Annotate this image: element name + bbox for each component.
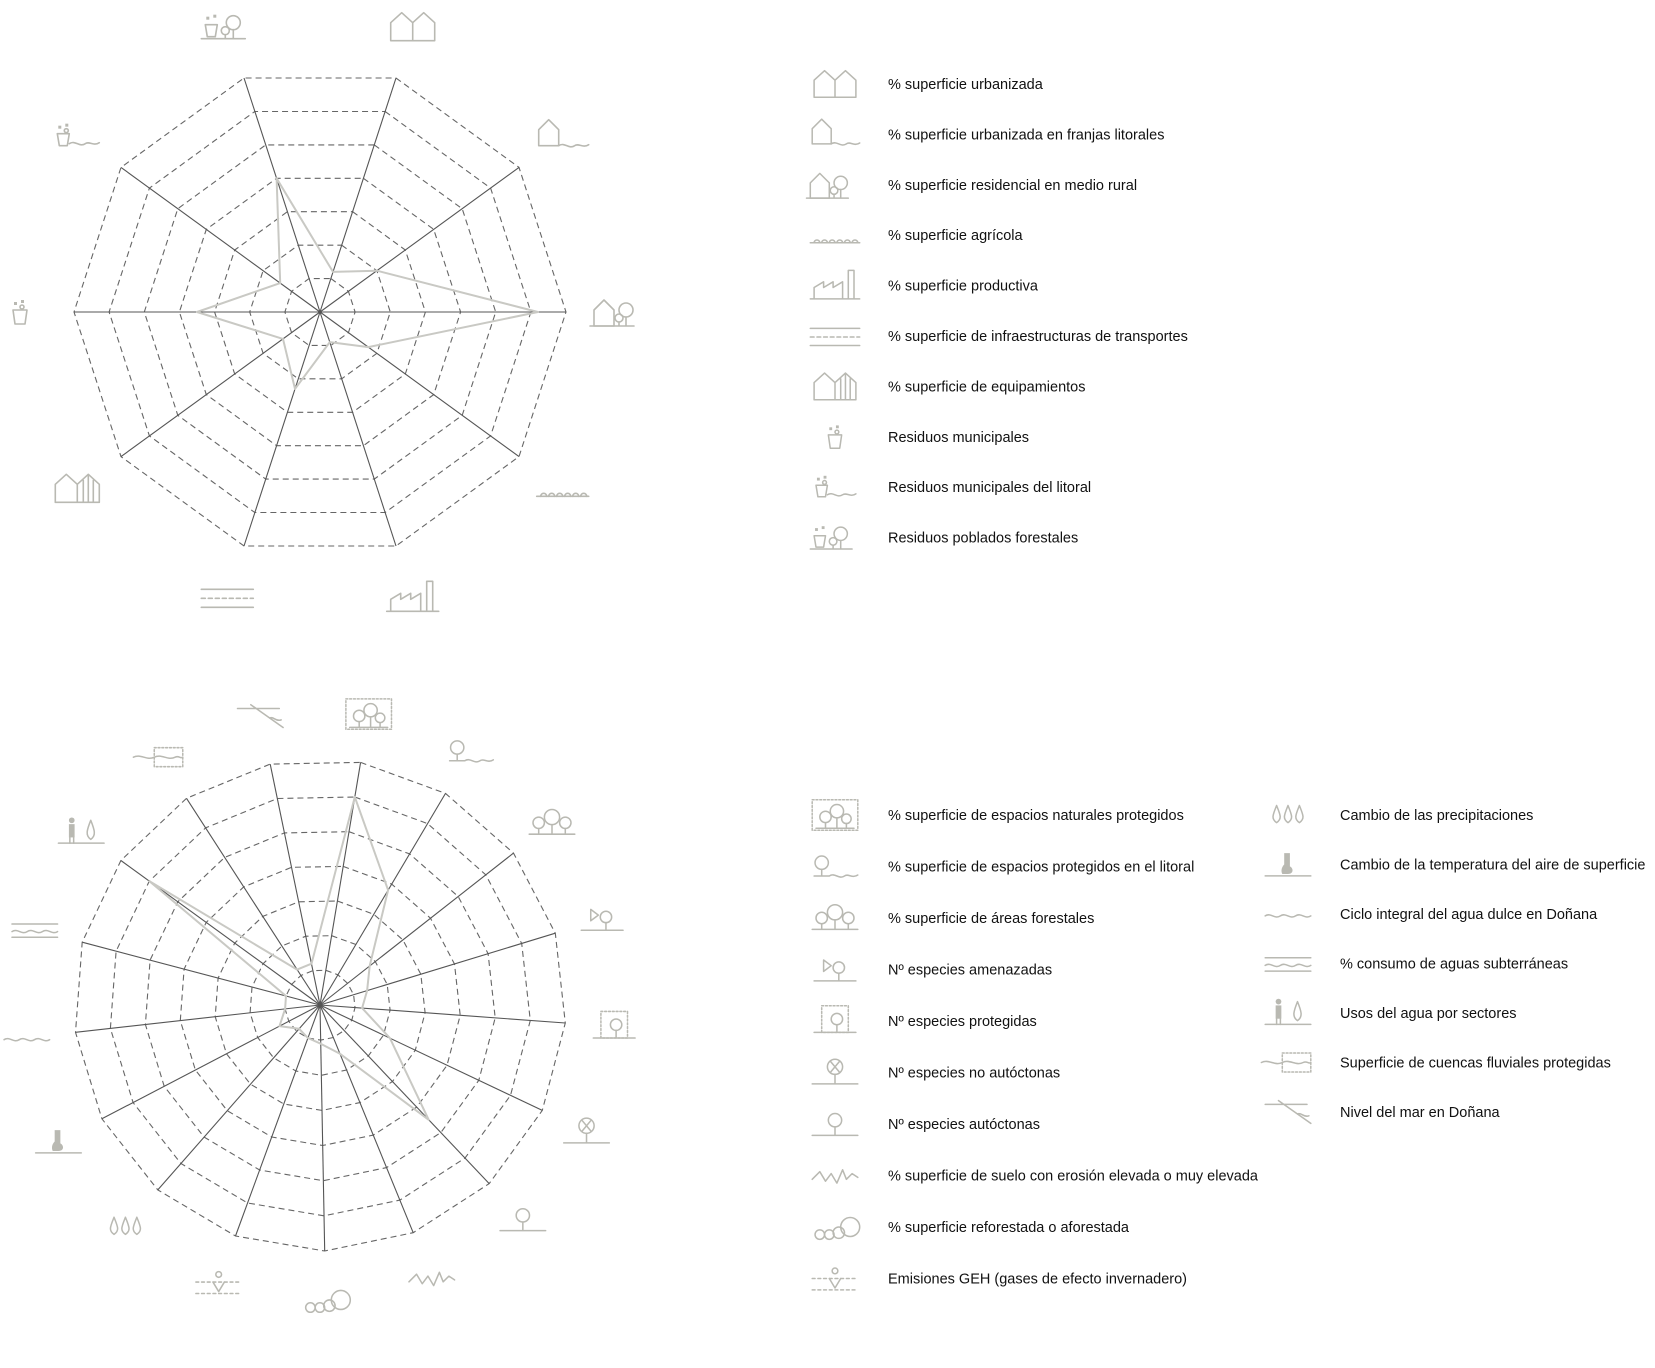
legend-item (812, 119, 1164, 145)
legend-label: % superficie urbanizada (888, 77, 1043, 93)
legend-label: % superficie agrícola (888, 228, 1023, 245)
protected-area-icon (812, 800, 858, 830)
legend-label: Cambio de las precipitaciones (1340, 808, 1534, 824)
radar-spoke-5 (320, 1005, 565, 1023)
native-species-icon (812, 1114, 858, 1136)
legend-item (814, 71, 1044, 98)
water-cycle-icon (1265, 915, 1311, 917)
legend-label: % superficie productiva (888, 278, 1038, 295)
crops-icon (537, 493, 589, 496)
radar-spoke-13 (76, 1005, 321, 1032)
temperature-icon (1265, 853, 1311, 876)
radar-spoke-6 (244, 312, 320, 546)
coastal-protected-icon (450, 741, 494, 762)
legend-item (1273, 806, 1533, 825)
factory-icon (810, 270, 859, 299)
legend-item (812, 800, 1184, 830)
houses-icon (391, 13, 435, 41)
legend-label: Residuos municipales (888, 429, 1030, 446)
waste-bin-icon (828, 425, 841, 448)
rain-drops-icon (110, 1217, 140, 1234)
legend-item (1265, 853, 1645, 876)
legend-label: Ciclo integral del agua dulce en Doñana (1340, 907, 1598, 923)
legend-label: % superficie de espacios naturales protegidos (888, 808, 1184, 824)
radar-spoke-6 (320, 1005, 542, 1110)
coastal-protected-icon (814, 856, 858, 877)
non-native-species-icon (564, 1118, 610, 1143)
emissions-icon (196, 1272, 242, 1294)
coastal-house-icon (539, 120, 589, 147)
reforestation-icon (815, 1218, 860, 1240)
legend-label: % superficie urbanizada en franjas litorales (888, 127, 1165, 144)
legend-label: Nº especies amenazadas (888, 962, 1053, 979)
legend-label: % consumo de aguas subterráneas (1340, 956, 1569, 973)
coastal-waste-icon (57, 124, 99, 146)
radar-spoke-1 (320, 78, 396, 312)
radar-spoke-10 (236, 1005, 321, 1236)
legend-label: Emisiones GEH (gases de efecto invernadero) (888, 1271, 1188, 1288)
legend-label: % superficie de equipamientos (888, 379, 1086, 396)
rural-house-icon (590, 300, 634, 326)
sea-level-icon (237, 705, 283, 728)
legend-label: % superficie residencial en medio rural (888, 177, 1138, 194)
rural-house-icon (807, 173, 849, 198)
legend-item (810, 270, 1039, 299)
reforestation-icon (306, 1290, 351, 1312)
legend-environment (812, 800, 1645, 1290)
legend-label: Residuos poblados forestales (888, 530, 1079, 547)
radar-chart-environment (4, 699, 635, 1312)
radar-spoke-5 (320, 312, 396, 546)
radar-spoke-7 (121, 312, 320, 457)
radar-series-1 (197, 178, 538, 389)
forest-waste-icon (201, 15, 245, 39)
legend-item (812, 905, 1094, 930)
legend-label: % superficie de espacios protegidos en el litoral (888, 859, 1195, 876)
legend-item (810, 526, 1078, 549)
legend-label: Nº especies protegidas (888, 1014, 1037, 1030)
emissions-icon (812, 1268, 858, 1290)
radar-spoke-11 (158, 1005, 320, 1190)
legend-item (1265, 999, 1516, 1025)
rain-drops-icon (1273, 806, 1303, 823)
facilities-icon (814, 373, 856, 400)
forest-icon (812, 905, 858, 930)
water-use-icon (58, 817, 104, 843)
legend-label: Usos del agua por sectores (1340, 1006, 1517, 1022)
coastal-house-icon (812, 119, 860, 145)
protected-area-icon (346, 699, 392, 729)
erosion-icon (812, 1170, 858, 1183)
legend-label: % superficie de suelo con erosión elevada o muy elevada (888, 1168, 1258, 1185)
legend-label: Residuos municipales del litoral (888, 480, 1092, 497)
river-basin-icon (1261, 1053, 1310, 1072)
protected-species-icon (593, 1011, 635, 1038)
legend-label: Nivel del mar en Doñana (1340, 1105, 1500, 1121)
radar-spoke-9 (320, 1005, 325, 1251)
radar-spokes (76, 762, 566, 1251)
radar-spoke-10 (244, 78, 320, 312)
waste-bin-icon (13, 300, 27, 324)
legend-item (815, 1218, 1130, 1240)
legend-item (807, 173, 1138, 198)
river-basin-icon (133, 748, 182, 767)
factory-icon (387, 581, 439, 611)
coastal-waste-icon (816, 476, 856, 497)
legend-item (814, 856, 1194, 877)
groundwater-icon (1265, 958, 1311, 971)
legend-label: Nº especies no autóctonas (888, 1065, 1061, 1082)
legend-label: Nº especies autóctonas (888, 1117, 1040, 1133)
legend-item (810, 228, 1023, 244)
houses-icon (814, 71, 856, 98)
legend-label: Superficie de cuencas fluviales protegidas (1340, 1055, 1611, 1072)
road-icon (810, 328, 859, 345)
radar-spoke-4 (320, 312, 519, 457)
legend-urban (807, 71, 1188, 549)
erosion-icon (409, 1272, 455, 1285)
radar-spokes (74, 78, 566, 546)
facilities-icon (55, 474, 99, 502)
radar-chart-urban (13, 13, 634, 612)
legend-item (812, 1268, 1187, 1290)
legend-item (812, 1059, 1060, 1084)
road-icon (201, 589, 253, 607)
legend-item (828, 425, 1029, 448)
crops-icon (810, 240, 859, 243)
legend-item (816, 476, 1091, 497)
water-cycle-icon (4, 1039, 50, 1041)
legend-label: % superficie de áreas forestales (888, 911, 1095, 927)
forest-waste-icon (810, 526, 852, 549)
water-use-icon (1265, 999, 1311, 1025)
legend-item (814, 1006, 1037, 1033)
non-native-species-icon (812, 1059, 858, 1084)
legend-item (1265, 1101, 1500, 1124)
forest-icon (529, 809, 575, 834)
legend-label: % superficie de infraestructuras de transportes (888, 329, 1188, 345)
radar-spoke-7 (320, 1005, 489, 1184)
native-species-icon (500, 1209, 546, 1231)
legend-label: Cambio de la temperatura del aire de superficie (1340, 857, 1646, 874)
legend-label: % superficie reforestada o aforestada (888, 1220, 1129, 1236)
sea-level-icon (1265, 1101, 1311, 1124)
legend-item (1265, 957, 1568, 973)
legend-item (1265, 907, 1598, 923)
legend-item (812, 1169, 1259, 1185)
radar-spoke-12 (102, 1005, 320, 1119)
radar-spoke-2 (320, 793, 446, 1005)
legend-item (814, 373, 1085, 400)
threatened-species-icon (814, 960, 856, 981)
legend-item (814, 960, 1052, 981)
legend-item (812, 1114, 1040, 1136)
protected-species-icon (814, 1006, 856, 1033)
legend-item (1261, 1053, 1610, 1072)
legend-item (810, 328, 1188, 345)
threatened-species-icon (581, 909, 623, 930)
radar-spoke-3 (320, 853, 514, 1005)
temperature-icon (36, 1130, 82, 1153)
groundwater-icon (12, 924, 58, 937)
